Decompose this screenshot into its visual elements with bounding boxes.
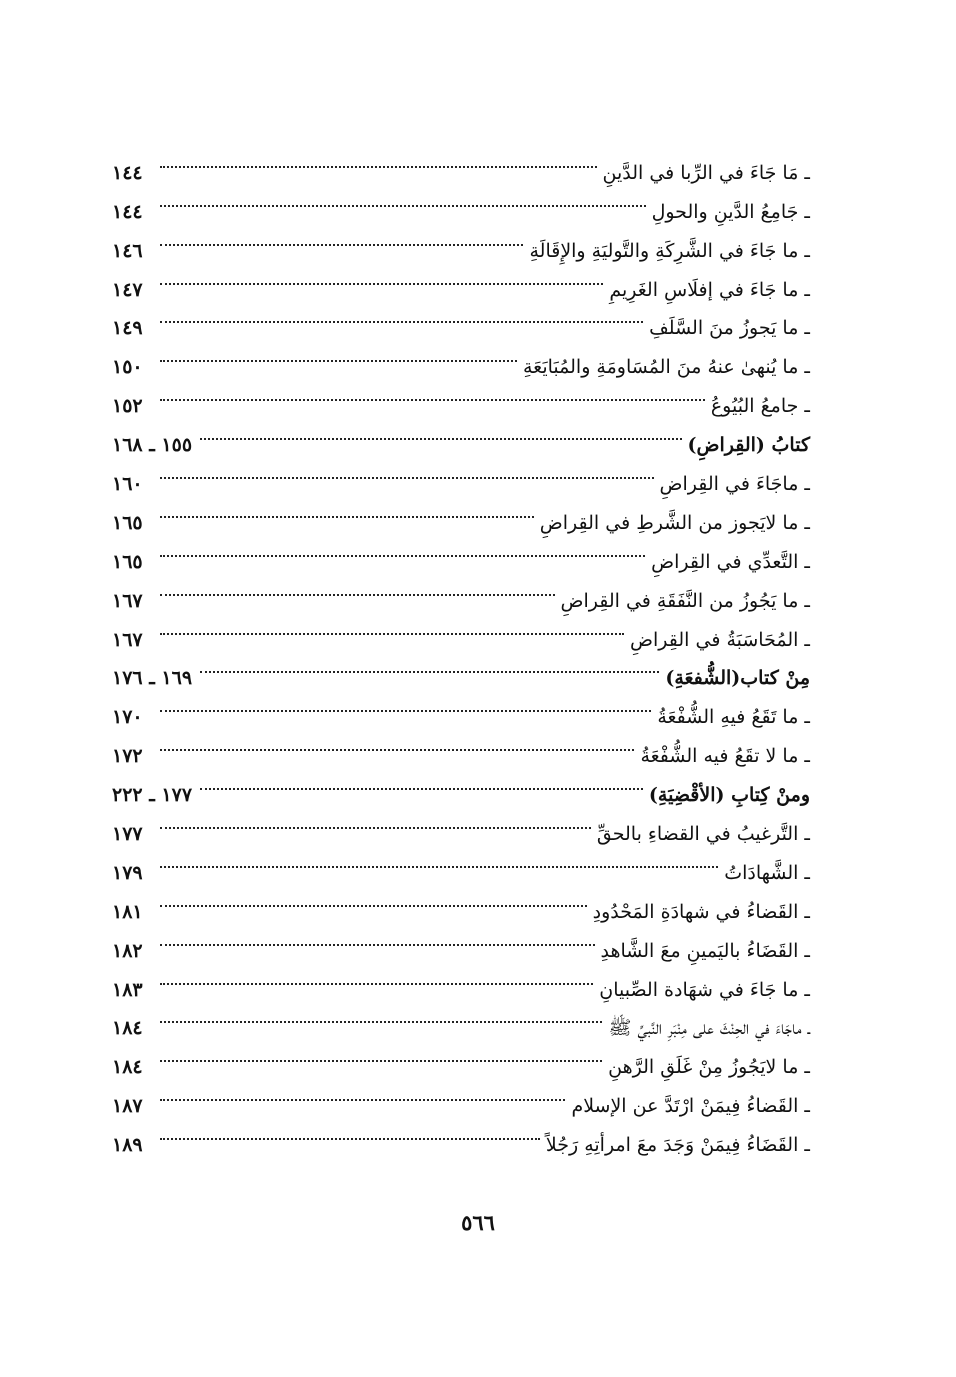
toc-entry-page: ١٧٩: [112, 861, 143, 884]
toc-entry-title: ـ ما لايَجوز من الشَّرطِ في القِراضِ: [539, 511, 810, 534]
toc-section-title: كتابُ (القِراضِ): [687, 434, 810, 457]
toc-entry-page: ١٧٧: [112, 823, 143, 846]
toc-row: [112, 879, 810, 923]
toc-entry-page: ١٥٠: [112, 356, 143, 379]
toc-entry-title: ـ الشَّهادَاتُ: [724, 861, 810, 884]
toc-entry-page: ١٨٢: [112, 939, 143, 962]
toc-entry-page: ١٧٠: [112, 706, 143, 729]
toc-row: [112, 140, 810, 184]
toc-entry-title: ـ المُحَاسَبَةُ في القِراضِ: [630, 628, 810, 651]
toc-entry-page: ١٤٤: [112, 200, 143, 223]
toc-section-title: مِنْ كتاب(الشُّفعَةِ): [665, 667, 810, 690]
page-number: ٥٦٦: [461, 1210, 495, 1235]
toc-entry-title: ـ ما جَاءَ في إفلَاسِ الغَرِيمِ: [609, 278, 810, 301]
dot-leader: [160, 179, 646, 218]
toc-entry-page: ١٤٦: [112, 239, 143, 262]
toc-entry-page: ١٨٤: [112, 1056, 143, 1079]
toc-entry-page: ١٧٢: [112, 745, 143, 768]
dot-leader: [160, 296, 643, 335]
toc-entry-title: ـ مَا جَاءَ في الرِّبا في الدَّينِ: [602, 161, 810, 184]
dot-leader: [160, 684, 651, 723]
dot-leader: [200, 762, 643, 801]
toc-entry-title: ـ ماجَاءَ في الحِنْثَ على مِنْبَرِ النَّبيِّ ﷺ: [608, 1017, 810, 1040]
toc-entry-page: ١٨١: [112, 900, 143, 923]
toc-entry-page: ١٤٩: [112, 317, 143, 340]
toc-entry-page: ١٦٠: [112, 473, 143, 496]
toc-entry-page: ١٥٢: [112, 395, 143, 418]
toc-entry-title: ـ ماجَاءَ في القِراضِ: [659, 473, 810, 496]
toc-entry-title: ـ ما جَاءَ في شهَادة الصِّبيانِ: [599, 978, 810, 1001]
toc-entry-title: ـ القَضَاءُ باليَمينِ معَ الشَّاهدِ: [600, 939, 810, 962]
dot-leader: [160, 840, 718, 879]
dot-leader: [160, 996, 602, 1035]
dot-leader: [160, 334, 517, 373]
dot-leader: [160, 490, 534, 529]
dot-leader: [160, 607, 624, 646]
dot-leader: [160, 723, 634, 762]
toc-entry-title: ـ ما تَقَعُ فيهِ الشُّفْعَةُ: [657, 706, 810, 729]
toc-entry-page: ١٨٤: [112, 1017, 143, 1040]
toc-entry-title: ـ القَضاءُ فِيمَنْ ارْتَدَّ عن الإسلام: [571, 1095, 810, 1118]
toc-entry-title: ـ القَضَاءُ فِيمَنْ وَجَدَ معَ امرأتِهِ رَجُلاً: [545, 1134, 810, 1157]
dot-leader: [160, 568, 555, 607]
toc-entry-title: ـ ما يَجوزُ منَ السَّلَفِ: [649, 317, 810, 340]
dot-leader: [160, 451, 654, 490]
dot-leader: [200, 646, 659, 685]
toc-entry-title: ـ ما يَجُوزُ من النَّفَقَةِ في القِراضِ: [560, 589, 810, 612]
toc-entry-title: ـ ما لايَجُوزُ مِنْ غَلَقِ الرَّهنِ: [608, 1056, 810, 1079]
toc-section-page-range: ١٦٩ ـ ١٧٦: [112, 667, 193, 690]
table-of-contents: [112, 140, 810, 1157]
dot-leader: [160, 1034, 602, 1073]
toc-section-page-range: ١٧٧ ـ ٢٢٢: [112, 784, 193, 807]
toc-entry-title: ـ ما يُنهىٰ عنهُ منَ المُسَاومَةِ والمُبَايَعَةِ: [522, 356, 810, 379]
dot-leader: [160, 957, 593, 996]
dot-leader: [160, 1073, 565, 1112]
dot-leader: [160, 801, 591, 840]
dot-leader: [200, 412, 681, 451]
toc-row: [112, 840, 810, 884]
toc-section-title: ومنْ كِتابِ (الأقْضِيَةِ): [648, 784, 810, 807]
toc-entry-page: ١٨٣: [112, 978, 143, 1001]
dot-leader: [160, 918, 595, 957]
toc-entry-page: ١٦٧: [112, 589, 143, 612]
toc-entry-page: ١٦٥: [112, 511, 143, 534]
toc-entry-title: ـ جَامِعُ الدَّينِ والحولِ: [651, 200, 810, 223]
dot-leader: [160, 140, 597, 179]
toc-entry-page: ١٦٥: [112, 550, 143, 573]
toc-entry-title: ـ ما لا تقَعُ فيه الشُّفْعَةُ: [640, 745, 810, 768]
toc-entry-title: ـ ما جَاءَ في الشَّرِكَةِ والتَّوليَةِ والإِقَالَةِ: [529, 239, 810, 262]
toc-entry-title: ـ التَّرغيبُ في القضاءِ بالحقِّ: [596, 823, 810, 846]
dot-leader: [160, 218, 523, 257]
toc-entry-page: ١٨٩: [112, 1134, 143, 1157]
dot-leader: [160, 529, 645, 568]
toc-entry-page: ١٦٧: [112, 628, 143, 651]
toc-entry-title: ـ القَضاءُ في شهادَةِ المَحْدُودِ: [592, 900, 810, 923]
toc-entry-page: ١٤٤: [112, 161, 143, 184]
toc-entry-title: ـ جامعُ البُيُوعُ: [710, 395, 810, 418]
toc-section-page-range: ١٥٥ ـ ١٦٨: [112, 434, 193, 457]
dot-leader: [160, 879, 587, 918]
toc-entry-title: ـ التَّعدِّي في القِراضِ: [651, 550, 810, 573]
toc-entry-page: ١٨٧: [112, 1095, 143, 1118]
toc-entry-page: ١٤٧: [112, 278, 143, 301]
dot-leader: [160, 257, 603, 296]
dot-leader: [160, 1112, 540, 1151]
dot-leader: [160, 373, 705, 412]
